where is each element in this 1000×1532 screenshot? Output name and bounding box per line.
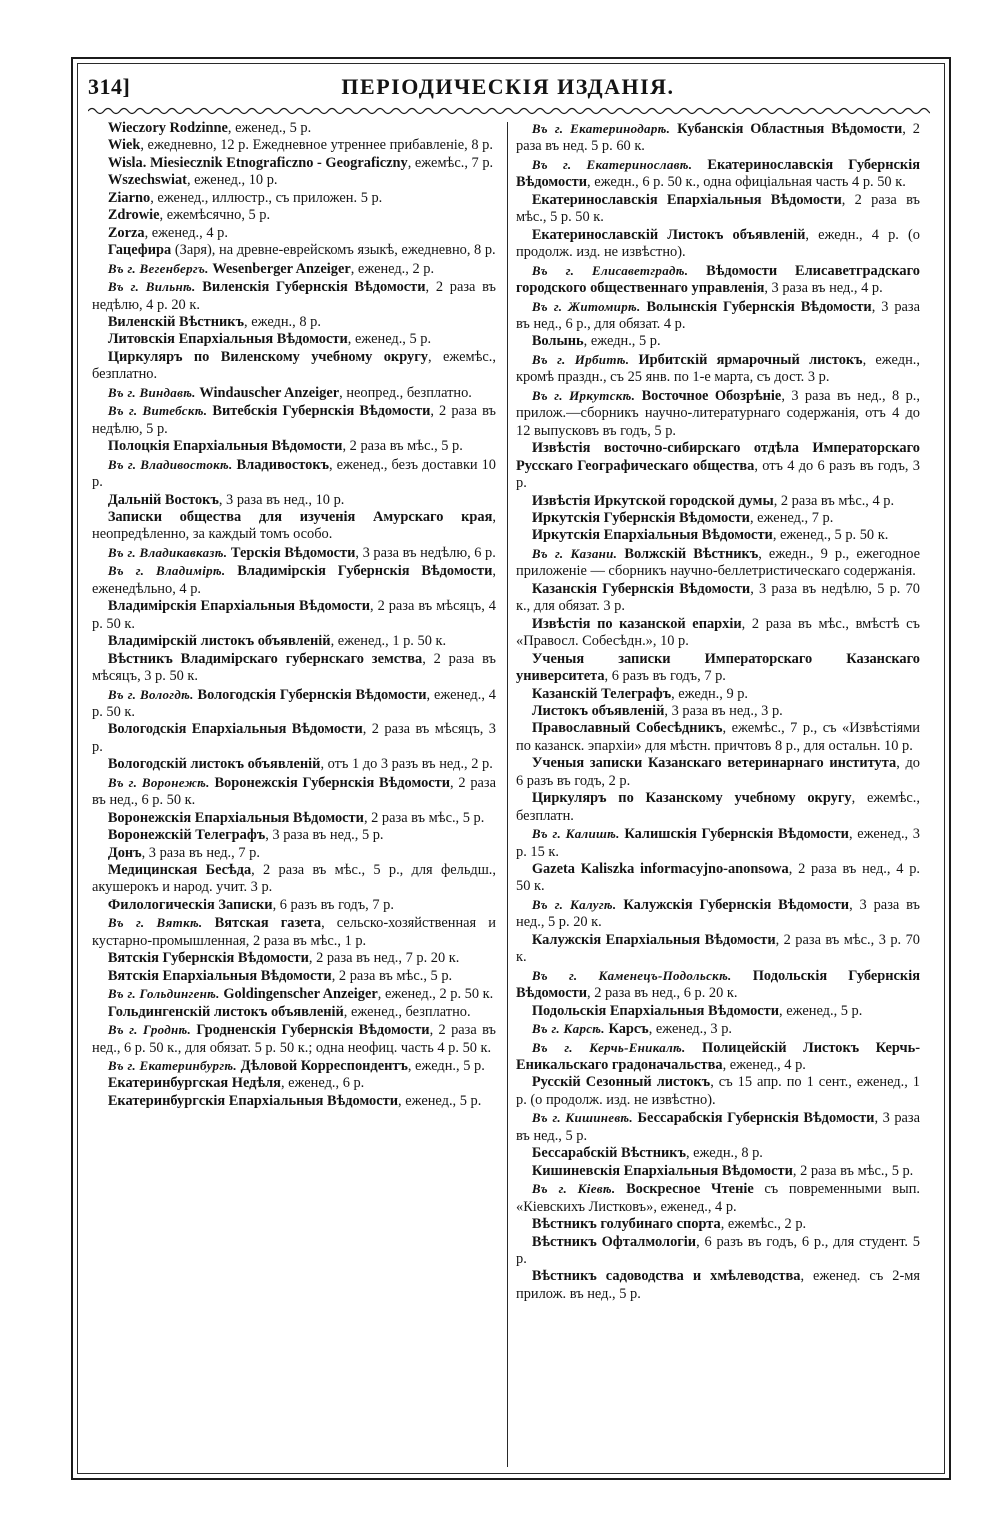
periodical-entry (516, 1003, 920, 1020)
city-label: Въ г. Карсѣ. (531, 1021, 605, 1037)
periodical-title: Вѣстникъ Владимірскаго губернскаго земства (107, 650, 423, 667)
periodical-details: , ежедн., 9 р., ежегодное приложеніе — сборникъ научно-беллетристическаго содержанія. (516, 545, 920, 580)
periodical-details: , ежедн., 8 р. (685, 1145, 763, 1162)
periodical-entry (516, 651, 920, 686)
periodical-details: , ежемѣс., 7 р. (407, 154, 494, 171)
periodical-details: , неопред., безплатно. (339, 384, 472, 401)
periodical-title: Владивостокъ (236, 456, 329, 473)
periodical-title: Владимірскія Епархіальныя Вѣдомости (107, 598, 371, 615)
periodical-entry (92, 897, 496, 914)
periodical-entry (92, 207, 496, 224)
periodical-title: Подольскія Епархіальныя Вѣдомости (531, 1002, 780, 1019)
periodical-title: Волжскій Вѣстникъ (624, 545, 759, 562)
periodical-entry (92, 331, 496, 348)
periodical-title: Терскія Вѣдомости (230, 544, 356, 561)
periodical-entry (92, 172, 496, 189)
periodical-details: , 3 раза въ нед., 8 р., прилож.—сборникъ научно-литературнаго содержанія, отъ 4 до 12 выпусковъ въ годъ, 5 р. (516, 387, 920, 439)
periodical-title: Екатеринославскія Губернскія Вѣдомости (516, 156, 920, 191)
periodical-details: , еженед., 10 р. (186, 172, 278, 189)
periodical-title: Подольскія Губернскія Вѣдомости (516, 967, 920, 1002)
periodical-entry (516, 298, 920, 334)
periodical-entry (92, 1093, 496, 1110)
periodical-entry (516, 227, 920, 262)
periodical-title: Вологодскія Епархіальныя Вѣдомости (107, 721, 363, 738)
city-label: Въ г. Кишиневѣ. (531, 1110, 633, 1126)
periodical-details: съ повременными вып. «Кіевскихъ Листковъ», еженед., 4 р. (516, 1181, 920, 1215)
city-label: Въ г. Гроднѣ. (107, 1022, 192, 1038)
city-label: Въ г. Калугѣ. (531, 896, 617, 912)
periodical-entry (92, 985, 496, 1003)
periodical-entry (92, 756, 496, 773)
periodical-details: , еженед., 7 р. (749, 509, 834, 526)
periodical-title: Извѣстія по казанской епархіи (531, 615, 742, 632)
periodical-title: Вятскія Губернскія Вѣдомости (107, 950, 309, 967)
periodical-entry (516, 896, 920, 932)
periodical-entry (516, 545, 920, 581)
periodical-details: , 3 раза въ нед., 6 р., для обязат. 4 р. (516, 298, 920, 332)
periodical-details: , 2 раза въ недѣлю, 4 р. 20 к. (92, 279, 496, 313)
periodical-title: Екатеринославскій Листокъ объявленій (531, 226, 806, 243)
periodical-details: , сельско-хозяйственная и кустарно-промышленная, 2 раза въ мѣс., 1 р. (92, 915, 496, 949)
periodical-entry (92, 1004, 496, 1021)
periodical-title: Полоцкія Епархіальныя Вѣдомости (107, 438, 343, 455)
city-label: Въ г. Владикавказѣ. (107, 544, 228, 560)
periodical-entry (92, 1057, 496, 1075)
periodical-details: , 3 раза въ недѣлю, 5 р. 70 к., для обязат. 3 р. (516, 580, 920, 615)
periodical-entry (92, 120, 496, 137)
periodical-entry (516, 351, 920, 387)
periodical-details: , еженед., 4 р. (722, 1057, 806, 1074)
periodical-details: , ежедн., 8 р. (244, 313, 321, 330)
periodical-entry (516, 686, 920, 703)
periodical-entry (92, 721, 496, 756)
periodical-title: Zdrowie (107, 207, 160, 224)
periodical-details: , до 6 разъ въ годъ, 2 р. (516, 755, 920, 789)
periodical-details: , 2 раза въ мѣс., 4 р. (773, 492, 895, 509)
periodical-entry (92, 774, 496, 810)
periodical-entry (92, 492, 496, 509)
periodical-title: Дальній Востокъ (107, 491, 219, 508)
periodical-title: Вѣдомости Елисаветградскаго городского общественнаго управленія (516, 262, 920, 297)
periodical-entry (92, 862, 496, 897)
periodical-entry (92, 314, 496, 331)
periodical-entry (516, 262, 920, 298)
periodical-title: Вятская газета (214, 915, 322, 932)
periodical-entry (516, 510, 920, 527)
periodical-entry (516, 1020, 920, 1038)
periodical-details: , 2 раза въ мѣс., 5 р. 50 к. (516, 191, 920, 226)
periodical-details: , еженед., 5 р. 50 к. (772, 527, 889, 544)
periodical-details: , 3 раза въ нед., 5 р. (265, 827, 384, 844)
city-label: Въ г. Елисаветградѣ. (531, 262, 689, 278)
periodical-entry (92, 950, 496, 967)
periodical-title: Гацефира (107, 242, 172, 259)
periodical-title: Извѣстія восточно-сибирскаго отдѣла Императорскаго Русскаго Географическаго общества (516, 440, 920, 474)
periodical-entry (92, 278, 496, 314)
periodical-title: Вѣстникъ голубинаго спорта (531, 1216, 721, 1233)
periodical-entry (92, 137, 496, 154)
periodical-title: Витебскія Губернскія Вѣдомости (212, 403, 431, 420)
city-label: Въ г. Ирбитѣ. (531, 351, 630, 367)
periodical-title: Записки общества для изученія Амурскаго края (107, 508, 493, 525)
periodical-title: Карсъ (608, 1021, 649, 1038)
periodical-title: Кубанскія Областныя Вѣдомости (677, 121, 903, 137)
periodical-entry (516, 720, 920, 755)
periodical-entry (92, 968, 496, 985)
periodical-details: , 2 раза въ мѣс., 5 р. (363, 809, 485, 826)
periodical-details: , еженед., безъ доставки 10 р. (92, 456, 496, 491)
periodical-details: , 6 разъ въ годъ, 6 р., для студент. 5 р. (516, 1233, 920, 1267)
periodical-details: , 2 раза въ нед. 5 р. 60 к. (516, 121, 920, 155)
city-label: Въ г. Воронежѣ. (107, 774, 210, 790)
periodical-entry (516, 527, 920, 544)
periodical-entry (92, 633, 496, 650)
periodical-entry (516, 616, 920, 651)
periodical-title: Воронежскія Епархіальныя Вѣдомости (107, 809, 364, 826)
periodical-title: Wiek (107, 137, 141, 154)
periodical-details: , 2 раза въ нед., 6 р. 20 к. (587, 985, 738, 1002)
periodical-entry (516, 861, 920, 896)
periodical-details: , ежедн., 5 р. (407, 1058, 485, 1075)
periodical-title: Волынь (531, 333, 584, 350)
periodical-entry (516, 333, 920, 350)
periodical-entry (92, 914, 496, 950)
periodical-title: Иркутскія Епархіальныя Вѣдомости (531, 527, 773, 544)
periodical-details: , еженед., 5 р. (347, 331, 432, 348)
periodical-details: , съ 15 апр. по 1 сент., еженед., 1 р. (о продолж. изд. не извѣстно). (516, 1074, 920, 1108)
periodical-title: Воронежскія Губернскія Вѣдомости (214, 774, 451, 791)
periodical-entry (92, 810, 496, 827)
periodical-title: Полицейскій Листокъ Керчь-Еникальскаго градоначальства (516, 1039, 920, 1074)
periodical-title: Калишскія Губернскія Вѣдомости (624, 826, 849, 843)
city-label: Въ г. Вологдѣ. (107, 686, 194, 702)
periodical-entry (516, 755, 920, 790)
page-header (88, 74, 928, 104)
periodical-details: , еженед., 6 р. (280, 1075, 365, 1092)
wavy-rule-line (88, 109, 930, 114)
periodical-details: , 2 раза въ нед., 6 р. 50 к., для обязат. 5 р. 50 к.; одна неофиц. часть 4 р. 50 к. (92, 1022, 496, 1056)
periodical-title: Гродненскія Губернскія Вѣдомости (196, 1022, 430, 1039)
periodical-title: Кишиневскія Епархіальныя Вѣдомости (531, 1162, 793, 1179)
periodical-title: Волынскія Губернскія Вѣдомости (646, 298, 872, 315)
periodical-details: , 3 раза въ нед., 10 р. (218, 491, 345, 508)
periodical-details: , ежедн., 9 р. (671, 685, 749, 702)
periodical-title: Екатеринбургская Недѣля (107, 1075, 281, 1092)
periodical-title: Православный Собесѣдникъ (531, 720, 723, 737)
periodical-entry (92, 686, 496, 722)
periodical-details: (Заря), на древне-еврейскомъ языкѣ, ежедневно, 8 р. (171, 242, 496, 259)
periodical-details: , ежемѣс., 7 р., съ «Извѣстіями по казанск. эпархіи» для мѣстн. причтовъ 8 р., для остальн. 10 р. (516, 720, 920, 754)
periodical-details: , 2 раза въ мѣс., 3 р. 70 к. (516, 931, 920, 966)
periodical-entry (516, 192, 920, 227)
periodical-details: , 6 разъ въ годъ, 7 р. (604, 668, 726, 685)
periodical-title: Вѣстникъ садоводства и хмѣлеводства (531, 1268, 801, 1285)
left-column (92, 120, 496, 1110)
periodical-details: , ежедн., 4 р. (о продолж. изд. не извѣстно). (516, 226, 920, 261)
periodical-details: , еженед., безплатно. (343, 1003, 471, 1020)
periodical-entry (516, 1234, 920, 1269)
city-label: Въ г. Казани. (531, 545, 618, 561)
periodical-details: , 2 раза въ мѣс., 5 р. (331, 967, 453, 984)
periodical-details: , еженед., 2 р. 50 к. (377, 986, 494, 1003)
periodical-title: Листокъ объявленій (531, 702, 665, 719)
periodical-entry (516, 703, 920, 720)
periodical-entry (92, 845, 496, 862)
periodical-details: , неопредѣленно, за каждый томъ особо. (92, 508, 496, 543)
periodical-title: Казанскія Губернскія Вѣдомости (531, 580, 751, 597)
periodical-entry (92, 651, 496, 686)
city-label: Въ г. Керчь-Еникалѣ. (531, 1039, 686, 1055)
periodical-entry (516, 1109, 920, 1145)
periodical-entry (516, 1163, 920, 1180)
periodical-details: , отъ 4 до 6 разъ въ годъ, 3 р. (516, 457, 920, 492)
periodical-title: Восточное Обозрѣніе (641, 387, 782, 404)
periodical-entry (516, 1074, 920, 1109)
periodical-title: Wszechswiat (107, 172, 187, 189)
periodical-entry (92, 242, 496, 259)
periodical-details: , еженед., 5 р. (227, 120, 312, 136)
periodical-title: Гольдингенскій листокъ объявленій (107, 1003, 344, 1020)
right-column (516, 120, 920, 1303)
periodical-details: , еженед., 1 р. 50 к. (330, 633, 447, 650)
periodical-entry (92, 456, 496, 492)
periodical-details: , 3 раза въ нед., 5 р. (516, 1110, 920, 1144)
periodical-title: Ученыя записки Императорскаго Казанскаго университета (516, 650, 920, 685)
periodical-details: , 3 раза въ недѣлю, 6 р. (355, 544, 496, 561)
periodical-details: , ежемѣс., 2 р. (720, 1216, 807, 1233)
city-label: Въ г. Владимірѣ. (107, 563, 226, 579)
periodical-details: , 2 раза въ мѣс., 5 р. (342, 438, 463, 455)
periodical-title: Владимірскій листокъ объявленій (107, 633, 331, 650)
periodical-title: Wieczory Rodzinne (107, 120, 228, 136)
periodical-details: , 2 раза въ мѣс., 5 р. (792, 1162, 914, 1179)
periodical-details: , ежемѣс., безплатно. (92, 348, 496, 383)
periodical-title: Дѣловой Корреспондентъ (240, 1058, 408, 1075)
periodical-title: Windauscher Anzeiger (199, 384, 340, 401)
periodical-details: , 2 раза въ недѣлю, 5 р. (92, 403, 496, 437)
periodical-entry (92, 349, 496, 384)
periodical-details: , 2 раза въ нед., 4 р. 50 к. (516, 861, 920, 895)
periodical-title: Воронежскій Телеграфъ (107, 827, 266, 844)
periodical-entry (92, 384, 496, 402)
periodical-title: Русскій Сезонный листокъ (531, 1074, 711, 1091)
periodical-details: , ежемѣсячно, 5 р. (159, 207, 271, 224)
periodical-title: Иркутскія Губернскія Вѣдомости (531, 509, 750, 526)
periodical-details: , 6 разъ въ годъ, 7 р. (272, 896, 394, 913)
periodical-title: Казанскій Телеграфъ (531, 685, 672, 702)
periodical-details: , ежедневно, 12 р. Ежедневное утреннее прибавленіе, 8 р. (140, 137, 493, 154)
periodical-title: Калужскія Губернскія Вѣдомости (623, 896, 850, 913)
periodical-title: Gazeta Kaliszka informacyjno-anonsowa (531, 861, 789, 878)
periodical-details: , еженед., 4 р. (144, 224, 228, 241)
periodical-title: Goldingenscher Anzeiger (223, 986, 378, 1003)
periodical-entry (516, 387, 920, 440)
city-label: Въ г. Калишѣ. (531, 826, 620, 842)
periodical-title: Zorza (107, 224, 145, 241)
city-label: Въ г. Вегенбергъ. (107, 260, 209, 276)
periodical-title: Извѣстія Иркутской городской думы (531, 492, 774, 509)
periodical-title: Циркуляръ по Виленскому учебному округу (107, 348, 428, 365)
periodical-entry (516, 790, 920, 825)
periodical-details: , 2 раза въ мѣсяцъ, 3 р. 50 к. (92, 650, 496, 685)
periodical-entry (516, 1216, 920, 1233)
periodical-details: , ежедн., 5 р. (583, 333, 661, 350)
periodical-details: , еженед., 4 р. 50 к. (92, 686, 496, 720)
periodical-title: Wesenberger Anzeiger (212, 260, 351, 277)
periodical-entry (516, 932, 920, 967)
periodical-title: Воскресное Чтеніе (626, 1181, 754, 1198)
periodical-details: , ежемѣс., безплатн. (516, 790, 920, 824)
periodical-title: Калужскія Епархіальныя Вѣдомости (531, 931, 776, 948)
city-label: Въ г. Екатеринославѣ. (531, 156, 693, 172)
city-label: Въ г. Каменецъ-Подольскѣ. (531, 967, 732, 983)
periodical-details: , отъ 1 до 3 разъ въ нед., 2 р. (320, 756, 493, 773)
periodical-entry (516, 1268, 920, 1303)
periodical-details: , 3 раза въ нед., 7 р. (141, 844, 260, 861)
running-title: ПЕРІОДИЧЕСКІЯ ИЗДАНІЯ. (341, 74, 675, 99)
periodical-entry (92, 155, 496, 172)
periodical-entry (92, 402, 496, 438)
periodical-details: , 2 раза въ нед., 6 р. 50 к. (92, 774, 496, 809)
periodical-entry (516, 825, 920, 861)
periodical-details: , еженед., 3 р. 15 к. (516, 826, 920, 860)
periodical-title: Виленскій Вѣстникъ (107, 313, 244, 330)
periodical-entry (92, 562, 496, 598)
periodical-entry (92, 509, 496, 544)
periodical-details: , еженед., 5 р. (779, 1002, 863, 1019)
periodical-title: Виленскія Губернскія Вѣдомости (202, 279, 426, 296)
periodical-title: Донъ (107, 844, 142, 861)
periodical-details: , 2 раза въ нед., 7 р. 20 к. (308, 950, 460, 967)
periodical-entry (92, 438, 496, 455)
periodical-title: Циркуляръ по Казанскому учебному округу (531, 790, 852, 807)
periodical-title: Бессарабскій Вѣстникъ (531, 1145, 686, 1162)
periodical-entry (516, 1039, 920, 1075)
periodical-details: , 3 раза въ нед., 4 р. (764, 280, 883, 297)
periodical-title: Вологодскія Губернскія Вѣдомости (197, 686, 427, 703)
periodical-entry (92, 1075, 496, 1092)
periodical-entry (516, 120, 920, 156)
periodical-title: Владимірскія Губернскія Вѣдомости (237, 563, 493, 580)
periodical-details: , 3 раза въ нед., 5 р. 20 к. (516, 896, 920, 931)
periodical-entry (92, 544, 496, 562)
periodical-title: Вологодскій листокъ объявленій (107, 756, 321, 773)
periodical-title: Екатеринбургскія Епархіальныя Вѣдомости (107, 1092, 398, 1109)
city-label: Въ г. Екатеринодарѣ. (531, 121, 671, 136)
periodical-details: , 2 раза въ мѣс., 5 р., для фельдш., акушерокъ и народ. учит. 3 р. (92, 862, 496, 896)
periodical-title: Бессарабскія Губернскія Вѣдомости (637, 1110, 875, 1127)
city-label: Въ г. Гольдингенѣ. (107, 986, 220, 1002)
periodical-entry (92, 827, 496, 844)
periodical-details: , 2 раза въ мѣсяцъ, 3 р. (92, 721, 496, 755)
periodical-details: , 2 раза въ мѣс., вмѣстѣ съ «Правосл. Собесѣдн.», 10 р. (516, 615, 920, 650)
periodical-title: Вѣстникъ Офталмологіи (531, 1233, 697, 1250)
periodical-details: , 3 раза въ нед., 3 р. (664, 702, 783, 719)
page-number: 314] (88, 74, 131, 99)
periodical-entry (516, 156, 920, 192)
city-label: Въ г. Вильнѣ. (107, 279, 196, 295)
periodical-entry (516, 493, 920, 510)
periodical-entry (92, 598, 496, 633)
periodical-title: Литовскія Епархіальныя Вѣдомости (107, 331, 348, 348)
periodical-details: , еженед., 3 р. (648, 1021, 733, 1038)
periodical-details: , ежедн., кромѣ праздн., съ 25 янв. по 1-е марта, съ дост. 3 р. (516, 351, 920, 386)
periodical-title: Ирбитскій ярмарочный листокъ (638, 351, 863, 368)
city-label: Въ г. Житомирѣ. (531, 298, 641, 314)
column-divider (507, 122, 508, 1467)
city-label: Въ г. Екатеринбургѣ. (107, 1058, 237, 1074)
city-label: Въ г. Вяткѣ. (107, 915, 203, 931)
periodical-entry (516, 1180, 920, 1216)
city-label: Въ г. Виндавѣ. (107, 384, 196, 400)
city-label: Въ г. Иркутскѣ. (531, 387, 636, 403)
periodical-details: , еженед., 5 р. (398, 1092, 482, 1109)
periodical-title: Филологическія Записки (107, 896, 273, 913)
periodical-entry (92, 190, 496, 207)
periodical-entry (516, 967, 920, 1003)
periodical-entry (516, 581, 920, 616)
periodical-title: Медицинская Бесѣда (107, 862, 252, 879)
periodical-title: Екатеринославскія Епархіальныя Вѣдомости (531, 191, 842, 208)
periodical-details: , еженед., иллюстр., съ приложен. 5 р. (150, 189, 383, 206)
periodical-entry (516, 440, 920, 492)
periodical-entry (92, 260, 496, 278)
periodical-details: , еженедѣльно, 4 р. (92, 563, 496, 597)
periodical-details: , еженед. съ 2-мя прилож. въ нед., 5 р. (516, 1268, 920, 1302)
wavy-rule (88, 104, 930, 118)
periodical-details: , ежедн., 6 р. 50 к., одна офиціальная часть 4 р. 50 к. (587, 174, 906, 191)
city-label: Въ г. Кіевѣ. (531, 1181, 616, 1197)
periodical-title: Ziarno (107, 189, 151, 206)
periodical-details: , еженед., 2 р. (350, 260, 435, 277)
periodical-entry (92, 225, 496, 242)
periodical-title: Вятскія Епархіальныя Вѣдомости (107, 967, 332, 984)
city-label: Въ г. Витебскѣ. (107, 403, 208, 419)
periodical-entry (92, 1021, 496, 1057)
periodical-entry (516, 1145, 920, 1162)
periodical-details: , 2 раза въ мѣсяцъ, 4 р. 50 к. (92, 598, 496, 632)
periodical-title: Ученыя записки Казанскаго ветеринарнаго института (531, 755, 897, 772)
periodical-title: Wisla. Miesiecznik Etnograficzno - Geograficzny (107, 154, 408, 171)
city-label: Въ г. Владивостокѣ. (107, 456, 233, 472)
